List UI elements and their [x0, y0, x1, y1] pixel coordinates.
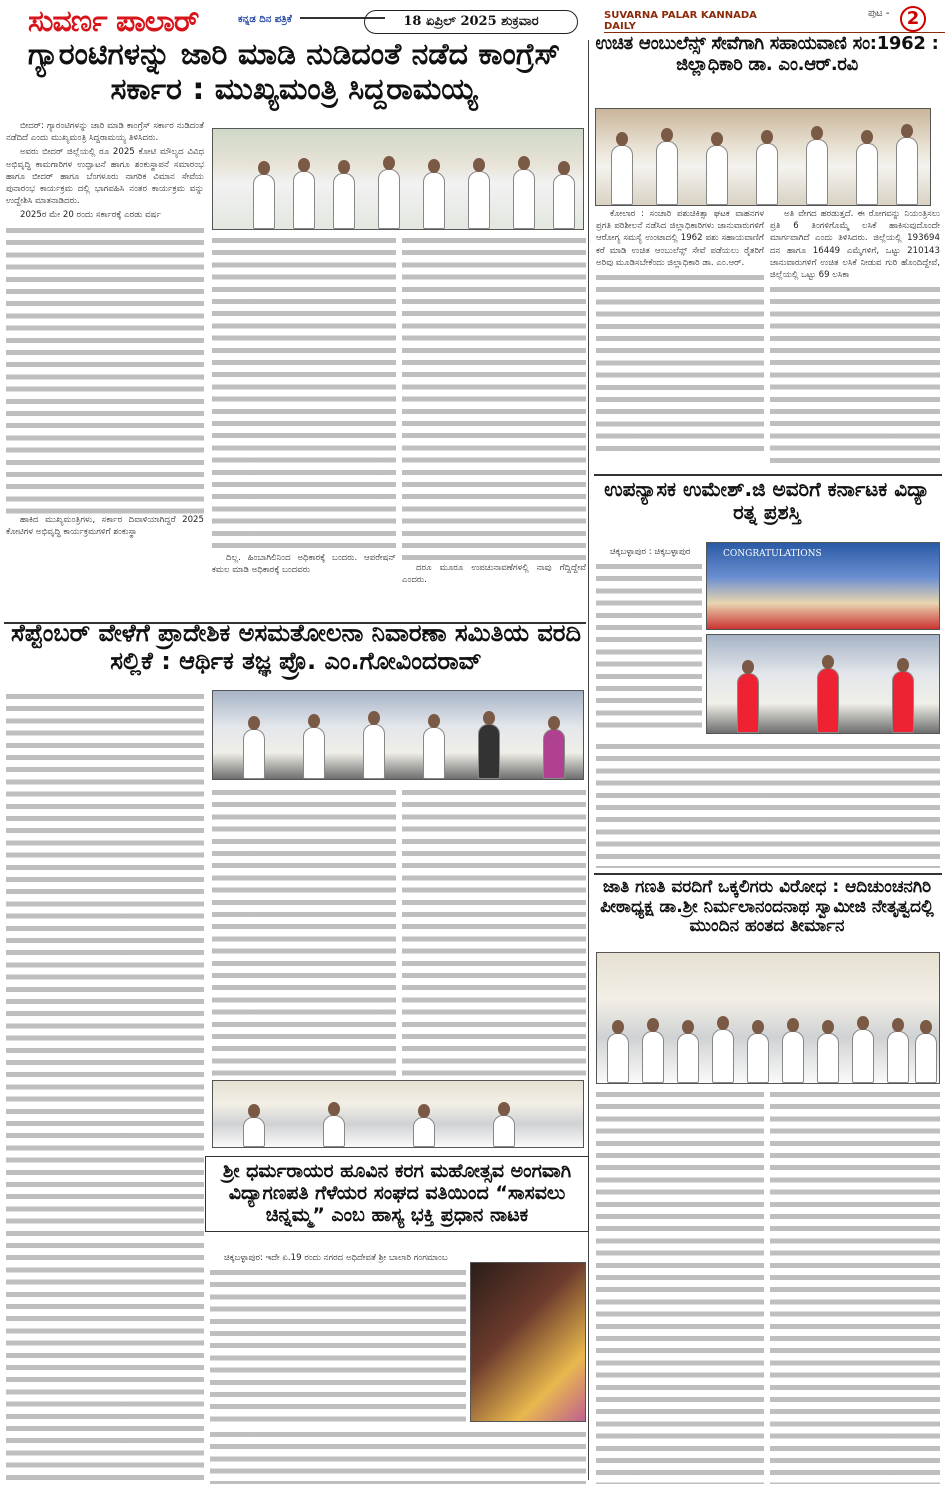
- paragraph: ಅತಿ ವೇಗದ ಹರಡುತ್ತದೆ. ಈ ರೋಗವನ್ನು ನಿಯಂತ್ರಿಸಲು ಪ್ರತಿ 6 ತಿಂಗಳಿಗೊಮ್ಮೆ ಲಸಿಕೆ ಹಾಕಿಸುವುದೊಂದೇ ಮಾರ್ಗವಾಗಿದೆ ಎಂದು ತಿಳಿಸಿದರು. ಜಿಲ್ಲೆಯಲ್ಲಿ 193694 ದನ ಹಾಗೂ 16449 ಎಮ್ಮೆಗಳಿಗೆ, ಒಟ್ಟು 210143 ಜಾನುವಾರುಗಳಿಗೆ ಉಚಿತ ಲಸಿಕೆ ನೀಡುವ ಗುರಿ ಹೊಂದಿದ್ದೇವೆ, ಜಿಲ್ಲೆಯಲ್ಲಿ ಒಟ್ಟು 69 ಲಸಿಕಾ: [770, 209, 940, 281]
- article-body-col2: [770, 208, 940, 470]
- headline-caste-census: ಜಾತಿ ಗಣತಿ ವರದಿಗೆ ಒಕ್ಕಲಿಗರು ವಿರೋಧ : ಆದಿಚುಂಚನಗಿರಿ ಪೀಠಾಧ್ಯಕ್ಷ ಡಾ.ಶ್ರೀ ನಿರ್ಮಲಾನಂದನಾಥ ಸ್ವಾಮೀಜಿ ನೇತೃತ್ವದಲ್ಲಿ ಮುಂದಿನ ಹಂತದ ತೀರ್ಮಾನ: [600, 877, 934, 937]
- photo-award-ceremony: [706, 634, 940, 734]
- text-texture: [402, 786, 586, 1076]
- article-body: [6, 120, 204, 590]
- paragraph: ಚಿಕ್ಕಬಳ್ಳಾಪುರ : ಚಿಕ್ಕಬಳ್ಳಾಪುರ: [610, 547, 691, 557]
- text-texture: [402, 234, 586, 562]
- paragraph: ಬೀದರ್: ಗ್ಯಾರಂಟಿಗಳನ್ನು ಜಾರಿ ಮಾಡಿ ಕಾಂಗ್ರೆಸ್ ಸರ್ಕಾರ ನುಡಿದಂತೆ ನಡೆದಿದೆ ಎಂದು ಮುಖ್ಯಮಂತ್ರಿ ಸಿದ್ದರಾಮಯ್ಯ ತಿಳಿಸಿದರು.: [6, 121, 204, 144]
- article-body-col3: [402, 234, 586, 590]
- column-divider: [588, 40, 589, 1480]
- article-body: [596, 546, 702, 736]
- article-body: [596, 208, 764, 470]
- photo-committee-plant: [212, 690, 584, 780]
- paragraph: ಕೋಲಾರ : ಸಂಚಾರಿ ಪಶುಚಿಕಿತ್ಸಾ ಘಟಕ ವಾಹನಗಳ ಪ್ರಗತಿ ಪರಿಶೀಲನೆ ನಡೆಸಿದ ಜಿಲ್ಲಾಧಿಕಾರಿಗಳು ಜಾನುವಾರುಗಳಿಗೆ ಆರೋಗ್ಯ ಸಮಸ್ಯೆ ಉಂಟಾದಲ್ಲಿ 1962 ಪಶು ಸಹಾಯವಾಣಿಗೆ ಕರೆ ಮಾಡಿ ಉಚಿತ ಆಂಬುಲೆನ್ಸ್ ಸೇವೆ ಪಡೆಯಲು ರೈತರಿಗೆ ಅರಿವು ಮೂಡಿಸಬೇಕೆಂದು ಜಿಲ್ಲಾಧಿಕಾರಿ ಡಾ. ಎಂ.ಆರ್.: [596, 209, 764, 268]
- divider: [594, 474, 942, 476]
- page-label: ಪುಟ -: [868, 8, 890, 19]
- photo-dc-release: [595, 108, 931, 206]
- brand-english: SUVARNA PALAR KANNADA DAILY: [604, 10, 945, 33]
- banner-text: CONGRATULATIONS: [723, 549, 822, 559]
- text-texture: [212, 786, 396, 1076]
- issue-date: 18 ಏಪ್ರಿಲ್ 2025 ಶುಕ್ರವಾರ: [364, 10, 578, 34]
- paragraph: ಹಾಕಿದ ಮುಖ್ಯಮಂತ್ರಿಗಳು, ಸರ್ಕಾರ ದಿವಾಳಿಯಾಗಿದ್ದರೆ 2025 ಕೋಟಿಗಳ ಅಭಿವೃದ್ಧಿ ಕಾರ್ಯಕ್ರಮಗಳಿಗೆ ಶಂಕುಸ್ಥಾ: [6, 514, 204, 537]
- text-texture: [6, 224, 204, 514]
- photo-drama-actor: [470, 1262, 586, 1422]
- text-texture: [596, 271, 764, 451]
- photo-committee-meeting: [212, 1080, 584, 1148]
- text-texture: [6, 690, 204, 1485]
- page-number: 2: [900, 6, 926, 32]
- paragraph: ದಿಲ್ಲ. ಹಿಂಬಾಗಿಲಿನಿಂದ ಅಧಿಕಾರಕ್ಕೆ ಬಂದರು. ಆಪರೇಷನ್ ಕಮಲ ಮಾಡಿ ಅಧಿಕಾರಕ್ಕೆ ಬಂದವರು: [212, 553, 396, 576]
- paragraph: ಚಿಕ್ಕಬಳ್ಳಾಪುರ: ಇದೇ ಏ.19 ರಂದು ನಗರದ ಅಧಿದೇವತೆ ಶ್ರೀ ಬಾಲಾರಿ ಗಂಗಮಾಂಬ: [224, 1253, 448, 1263]
- text-texture: [770, 1088, 940, 1484]
- paragraph: ದರೂ ಮೂರೂ ಉಪಚುನಾವಣೆಗಳಲ್ಲಿ ನಾವು ಗೆದ್ದಿದ್ದೇವೆ ಎಂದರು.: [402, 563, 586, 586]
- divider: [594, 873, 942, 875]
- photo-meeting: [596, 952, 940, 1084]
- headline-main: ಗ್ಯಾರಂಟಿಗಳನ್ನು ಜಾರಿ ಮಾಡಿ ನುಡಿದಂತೆ ನಡೆದ ಕಾಂಗ್ರೆಸ್ ಸರ್ಕಾರ : ಮುಖ್ಯಮಂತ್ರಿ ಸಿದ್ದರಾಮಯ್ಯ: [27, 37, 561, 107]
- text-texture: [596, 560, 702, 735]
- headline-award: ಉಪನ್ಯಾಸಕ ಉಮೇಶ್.ಜಿ ಅವರಿಗೆ ಕರ್ನಾಟಕ ವಿದ್ಯಾ ರತ್ನ ಪ್ರಶಸ್ತಿ: [604, 477, 930, 524]
- article-body-col2: [212, 234, 396, 590]
- text-texture: [212, 234, 396, 552]
- text-texture: [210, 1428, 586, 1484]
- headline-ambulance: ಉಚಿತ ಆಂಬುಲೆನ್ಸ್ ಸೇವೆಗಾಗಿ ಸಹಾಯವಾಣಿ ಸಂ:1962 : ಜಿಲ್ಲಾಧಿಕಾರಿ ಡಾ. ಎಂ.ಆರ್.ರವಿ: [595, 33, 939, 75]
- photo-cm-event: [212, 128, 584, 230]
- headline-imbalance-committee: ಸೆಪ್ಟೆಂಬರ್ ವೇಳೆಗೆ ಪ್ರಾದೇಶಿಕ ಅಸಮತೋಲನಾ ನಿವಾರಣಾ ಸಮಿತಿಯ ವರದಿ ಸಲ್ಲಿಕೆ : ಆರ್ಥಿಕ ತಜ್ಞ ಪ್ರೊ. ಎಂ.ಗೋವಿಂದರಾವ್: [11, 619, 581, 675]
- tagline: ಕನ್ನಡ ದಿನ ಪತ್ರಿಕೆ: [238, 14, 292, 25]
- text-texture: [596, 1088, 764, 1484]
- text-texture: [210, 1266, 466, 1424]
- paragraph: ಅವರು ಬೀದರ್ ಜಿಲ್ಲೆಯಲ್ಲಿ ರೂ 2025 ಕೋಟಿ ಮೌಲ್ಯದ ವಿವಿಧ ಅಭಿವೃದ್ಧಿ ಕಾಮಗಾರಿಗಳ ಉದ್ಘಾಟನೆ ಹಾಗೂ ಶಂಕುಸ್ಥಾಪನೆ ಸಮಾರಂಭ ಹಾಗೂ ಬೀದರ್ ಹಾಗೂ ಬೆಂಗಳೂರು ನಾಗರಿಕ ವಿಮಾನ ಸೇವೆಯ ಪುನಾರಂಭ ಕಾರ್ಯಕ್ರಮ ದಲ್ಲಿ ಭಾಗವಹಿಸಿ ನಂತರ ಕಾರ್ಯಕ್ರಮ ವನ್ನು ಉದ್ದೇಶಿಸಿ ಮಾತನಾಡಿದರು.: [6, 147, 204, 207]
- headline-drama: ಶ್ರೀ ಧರ್ಮರಾಯರ ಹೂವಿನ ಕರಗ ಮಹೋತ್ಸವ ಅಂಗವಾಗಿ ವಿದ್ಯಾಗಣಪತಿ ಗೆಳೆಯರ ಸಂಘದ ವತಿಯಿಂದ “ಸಾಸವಲು ಚಿನ್ನಮ್ಮ” ಎಂಬ ಹಾಸ್ಯ ಭಕ್ತಿ ಪ್ರಧಾನ ನಾಟಕ: [205, 1156, 589, 1232]
- paragraph: 2025ರ ಮೇ 20 ರಂದು ಸರ್ಕಾರಕ್ಕೆ ಎರಡು ವರ್ಷ: [20, 210, 161, 221]
- newspaper-logo: ಸುವರ್ಣ ಪಾಲಾರ್: [28, 4, 199, 39]
- text-texture: [770, 283, 940, 463]
- photo-award-banner: [706, 542, 940, 630]
- text-texture: [596, 740, 940, 868]
